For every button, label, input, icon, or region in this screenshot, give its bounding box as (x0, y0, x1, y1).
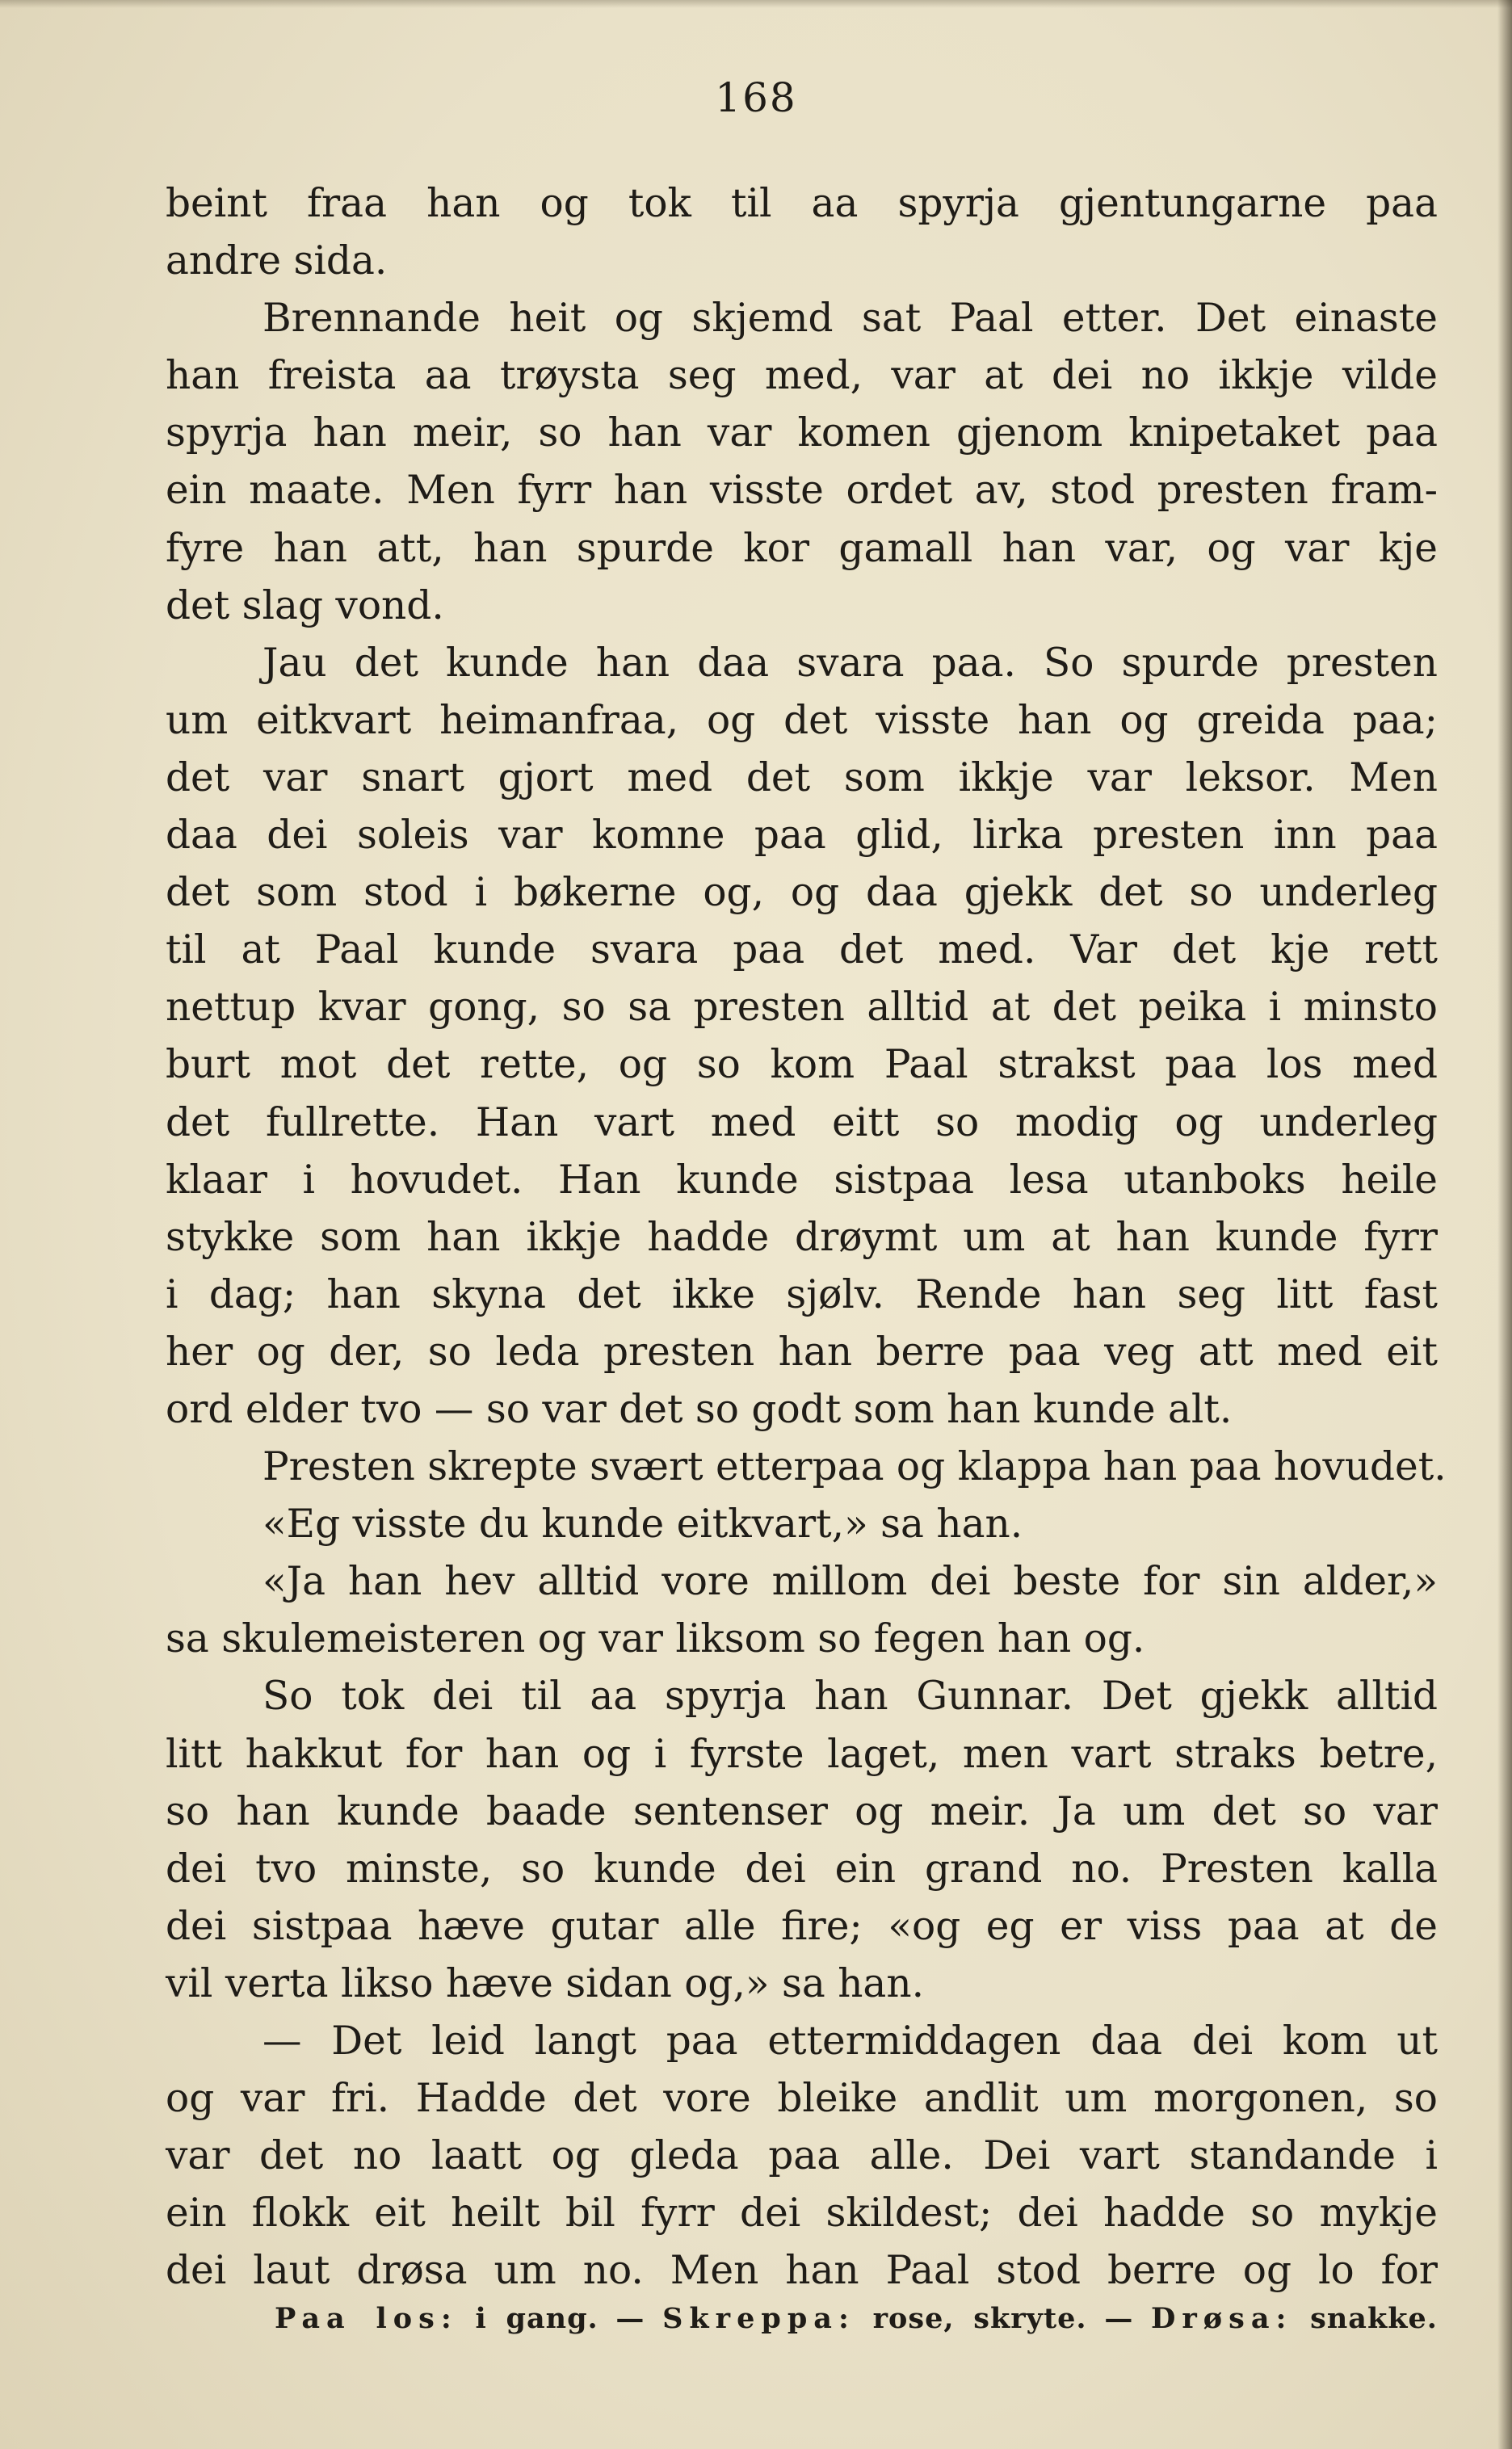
text-line: ein flokk eit heilt bil fyrr dei skildest; dei hadde so mykje (166, 2191, 1438, 2237)
text-line: ein maate. Men fyrr han visste ordet av, stod presten fram- (166, 468, 1438, 514)
text-line: so han kunde baade sentenser og meir. Ja um det so var (166, 1788, 1438, 1834)
text-line: spyrja han meir, so han var komen gjenom knipetaket paa (166, 410, 1438, 456)
text-line: fyre han att, han spurde kor gamall han var, og var kje (166, 525, 1438, 571)
footnote-separator: — (1104, 2302, 1134, 2335)
page-top-shadow (0, 0, 1512, 8)
page-edge-shadow (1497, 0, 1512, 2449)
text-line: klaar i hovudet. Han kunde sistpaa lesa utanboks heile (166, 1157, 1438, 1203)
text-line: var det no laatt og gleda paa alle. Dei vart standande i (166, 2133, 1438, 2179)
text-line: sa skulemeisteren og var liksom so fegen han og. (166, 1616, 1145, 1662)
text-line: dei tvo minste, so kunde dei ein grand no. Presten kalla (166, 1846, 1438, 1892)
text-line: nettup kvar gong, so sa presten alltid at det peika i minsto (166, 985, 1438, 1031)
footnotes (275, 2299, 1438, 2339)
text-line: litt hakkut for han og i fyrste laget, men vart straks betre, (166, 1731, 1438, 1777)
footnote-definition: snakke. (1310, 2302, 1438, 2335)
text-line: ord elder tvo — so var det so godt som han kunde alt. (166, 1386, 1233, 1432)
text-line: til at Paal kunde svara paa det med. Var det kje rett (166, 927, 1438, 973)
text-line: det slag vond. (166, 582, 444, 628)
text-line: det fullrette. Han vart med eitt so modig og underleg (166, 1099, 1438, 1145)
text-line: i dag; han skyna det ikke sjølv. Rende han seg litt fast (166, 1271, 1438, 1317)
text-line: andre sida. (166, 238, 388, 284)
text-line: daa dei soleis var komne paa glid, lirka presten inn paa (166, 813, 1438, 859)
text-line: So tok dei til aa spyrja han Gunnar. Det gjekk alltid (262, 1674, 1438, 1720)
text-line: stykke som han ikkje hadde drøymt um at han kunde fyrr (166, 1214, 1438, 1260)
footnote-term: Paa los: (275, 2302, 458, 2335)
text-line: det som stod i bøkerne og, og daa gjekk det so underleg (166, 870, 1438, 916)
footnote-term: Skreppa: (662, 2302, 855, 2335)
text-line: dei laut drøsa um no. Men han Paal stod berre og lo for (166, 2248, 1438, 2294)
text-line: Presten skrepte svært etterpaa og klappa han paa hovudet. (262, 1444, 1447, 1490)
text-line: um eitkvart heimanfraa, og det visste han og greida paa; (166, 697, 1438, 743)
text-line: — Det leid langt paa ettermiddagen daa dei kom ut (262, 2018, 1438, 2064)
page-number: 168 (715, 74, 797, 121)
body-text (166, 175, 1447, 2300)
text-line: og var fri. Hadde det vore bleike andlit um morgonen, so (166, 2076, 1438, 2122)
footnote-term: Drøsa: (1151, 2302, 1293, 2335)
text-line: Brennande heit og skjemd sat Paal etter. Det einaste (262, 296, 1438, 342)
text-line: vil verta likso hæve sidan og,» sa han. (166, 1960, 925, 2006)
footnote-separator: — (615, 2302, 645, 2335)
text-line: her og der, so leda presten han berre paa veg att med eit (166, 1329, 1438, 1375)
text-line: beint fraa han og tok til aa spyrja gjentungarne paa (166, 181, 1438, 226)
text-line: burt mot det rette, og so kom Paal strakst paa los med (166, 1042, 1438, 1088)
footnote-definition: i gang. (475, 2302, 598, 2335)
text-line: han freista aa trøysta seg med, var at dei no ikkje vilde (166, 353, 1438, 399)
text-line: det var snart gjort med det som ikkje var leksor. Men (166, 754, 1438, 800)
text-line: Jau det kunde han daa svara paa. So spurde presten (262, 640, 1438, 686)
text-line: «Ja han hev alltid vore millom dei beste for sin alder,» (262, 1559, 1438, 1605)
footnote-definition: rose, skryte. (872, 2302, 1087, 2335)
text-line: dei sistpaa hæve gutar alle fire; «og eg er viss paa at de (166, 1903, 1438, 1949)
text-line: «Eg visste du kunde eitkvart,» sa han. (262, 1502, 1023, 1548)
